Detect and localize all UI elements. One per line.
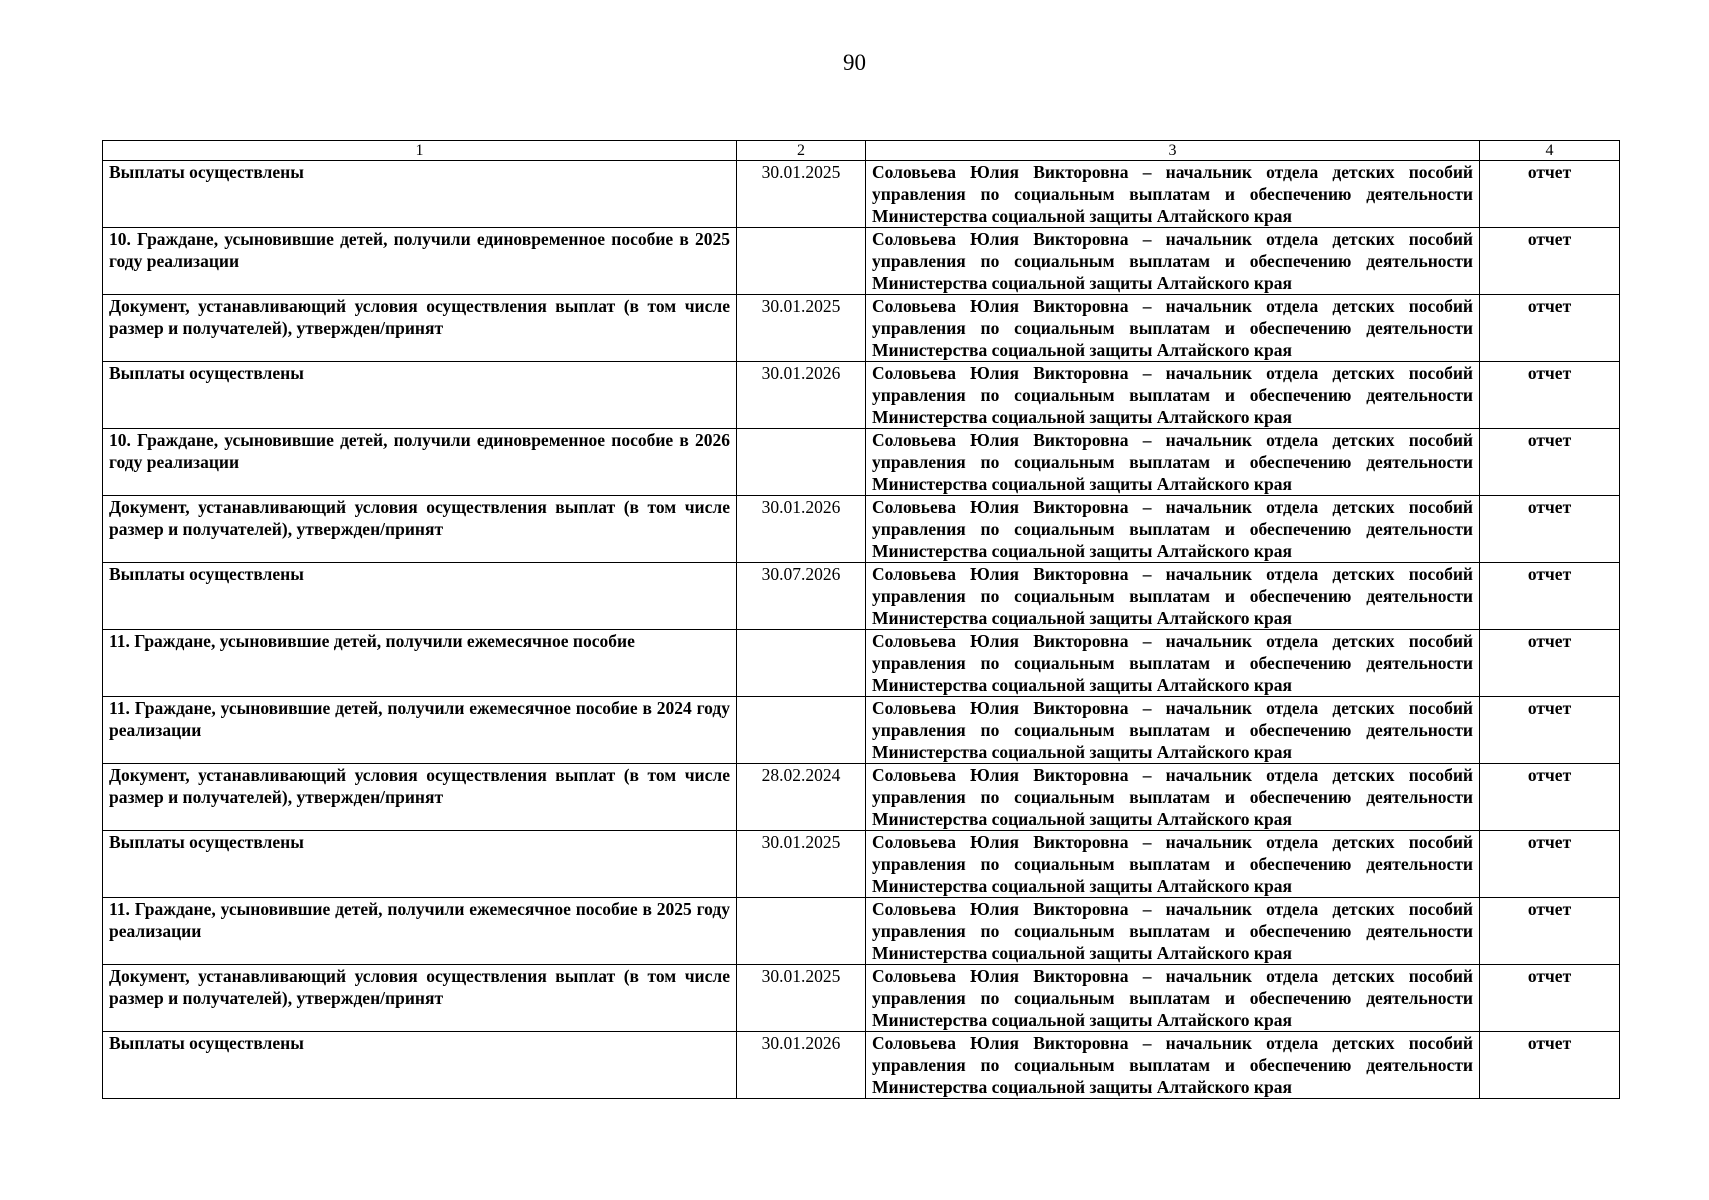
document-type-cell: отчет: [1480, 161, 1620, 228]
table-row: [103, 362, 1620, 429]
event-description-cell: Выплаты осуществлены: [103, 161, 737, 228]
responsible-person-cell: Соловьева Юлия Викторовна – начальник отдела детских пособий управления по социальным выплатам и обеспечению деятельности Министерства социальной защиты Алтайского края: [866, 228, 1480, 295]
responsible-person-cell: Соловьева Юлия Викторовна – начальник отдела детских пособий управления по социальным выплатам и обеспечению деятельности Министерства социальной защиты Алтайского края: [866, 764, 1480, 831]
event-description-cell: Выплаты осуществлены: [103, 563, 737, 630]
document-type-cell: отчет: [1480, 965, 1620, 1032]
due-date-cell: 30.01.2025: [737, 161, 866, 228]
due-date-cell: 30.07.2026: [737, 563, 866, 630]
column-header: 2: [737, 141, 866, 161]
table-row: [103, 630, 1620, 697]
table-row: [103, 697, 1620, 764]
document-type-cell: отчет: [1480, 1032, 1620, 1099]
table-row: [103, 1032, 1620, 1099]
table-row: [103, 496, 1620, 563]
table-row: [103, 563, 1620, 630]
responsible-person-cell: Соловьева Юлия Викторовна – начальник отдела детских пособий управления по социальным выплатам и обеспечению деятельности Министерства социальной защиты Алтайского края: [866, 563, 1480, 630]
document-type-cell: отчет: [1480, 630, 1620, 697]
event-description-cell: 10. Граждане, усыновившие детей, получили единовременное пособие в 2025 году реализации: [103, 228, 737, 295]
responsible-person-cell: Соловьева Юлия Викторовна – начальник отдела детских пособий управления по социальным выплатам и обеспечению деятельности Министерства социальной защиты Алтайского края: [866, 496, 1480, 563]
due-date-cell: [737, 697, 866, 764]
event-description-cell: Документ, устанавливающий условия осуществления выплат (в том числе размер и получателей), утвержден/принят: [103, 496, 737, 563]
document-type-cell: отчет: [1480, 831, 1620, 898]
due-date-cell: [737, 898, 866, 965]
table-row: [103, 161, 1620, 228]
document-type-cell: отчет: [1480, 898, 1620, 965]
responsible-person-cell: Соловьева Юлия Викторовна – начальник отдела детских пособий управления по социальным выплатам и обеспечению деятельности Министерства социальной защиты Алтайского края: [866, 1032, 1480, 1099]
document-type-cell: отчет: [1480, 764, 1620, 831]
event-description-cell: 11. Граждане, усыновившие детей, получили ежемесячное пособие в 2025 году реализации: [103, 898, 737, 965]
table-row: [103, 831, 1620, 898]
event-description-cell: Документ, устанавливающий условия осуществления выплат (в том числе размер и получателей), утвержден/принят: [103, 764, 737, 831]
event-description-cell: Выплаты осуществлены: [103, 831, 737, 898]
column-header: 3: [866, 141, 1480, 161]
document-type-cell: отчет: [1480, 697, 1620, 764]
table-row: [103, 764, 1620, 831]
event-description-cell: 11. Граждане, усыновившие детей, получили ежемесячное пособие в 2024 году реализации: [103, 697, 737, 764]
responsible-person-cell: Соловьева Юлия Викторовна – начальник отдела детских пособий управления по социальным выплатам и обеспечению деятельности Министерства социальной защиты Алтайского края: [866, 161, 1480, 228]
document-type-cell: отчет: [1480, 496, 1620, 563]
control-points-table: [102, 140, 1620, 1099]
due-date-cell: 30.01.2026: [737, 362, 866, 429]
column-header: 1: [103, 141, 737, 161]
table-row: [103, 295, 1620, 362]
table-row: [103, 898, 1620, 965]
document-type-cell: отчет: [1480, 563, 1620, 630]
event-description-cell: Выплаты осуществлены: [103, 362, 737, 429]
responsible-person-cell: Соловьева Юлия Викторовна – начальник отдела детских пособий управления по социальным выплатам и обеспечению деятельности Министерства социальной защиты Алтайского края: [866, 362, 1480, 429]
document-type-cell: отчет: [1480, 429, 1620, 496]
due-date-cell: [737, 228, 866, 295]
due-date-cell: 30.01.2026: [737, 496, 866, 563]
table-header-row: [103, 141, 1620, 161]
event-description-cell: 11. Граждане, усыновившие детей, получили ежемесячное пособие: [103, 630, 737, 697]
responsible-person-cell: Соловьева Юлия Викторовна – начальник отдела детских пособий управления по социальным выплатам и обеспечению деятельности Министерства социальной защиты Алтайского края: [866, 630, 1480, 697]
table-row: [103, 965, 1620, 1032]
document-type-cell: отчет: [1480, 295, 1620, 362]
due-date-cell: 30.01.2026: [737, 1032, 866, 1099]
responsible-person-cell: Соловьева Юлия Викторовна – начальник отдела детских пособий управления по социальным выплатам и обеспечению деятельности Министерства социальной защиты Алтайского края: [866, 295, 1480, 362]
responsible-person-cell: Соловьева Юлия Викторовна – начальник отдела детских пособий управления по социальным выплатам и обеспечению деятельности Министерства социальной защиты Алтайского края: [866, 831, 1480, 898]
responsible-person-cell: Соловьева Юлия Викторовна – начальник отдела детских пособий управления по социальным выплатам и обеспечению деятельности Министерства социальной защиты Алтайского края: [866, 898, 1480, 965]
column-header: 4: [1480, 141, 1620, 161]
document-type-cell: отчет: [1480, 362, 1620, 429]
event-description-cell: Выплаты осуществлены: [103, 1032, 737, 1099]
due-date-cell: 30.01.2025: [737, 831, 866, 898]
due-date-cell: [737, 630, 866, 697]
responsible-person-cell: Соловьева Юлия Викторовна – начальник отдела детских пособий управления по социальным выплатам и обеспечению деятельности Министерства социальной защиты Алтайского края: [866, 697, 1480, 764]
event-description-cell: 10. Граждане, усыновившие детей, получили единовременное пособие в 2026 году реализации: [103, 429, 737, 496]
responsible-person-cell: Соловьева Юлия Викторовна – начальник отдела детских пособий управления по социальным выплатам и обеспечению деятельности Министерства социальной защиты Алтайского края: [866, 429, 1480, 496]
event-description-cell: Документ, устанавливающий условия осуществления выплат (в том числе размер и получателей), утвержден/принят: [103, 965, 737, 1032]
document-type-cell: отчет: [1480, 228, 1620, 295]
table-body: [103, 161, 1620, 1099]
due-date-cell: 28.02.2024: [737, 764, 866, 831]
due-date-cell: 30.01.2025: [737, 295, 866, 362]
responsible-person-cell: Соловьева Юлия Викторовна – начальник отдела детских пособий управления по социальным выплатам и обеспечению деятельности Министерства социальной защиты Алтайского края: [866, 965, 1480, 1032]
due-date-cell: 30.01.2025: [737, 965, 866, 1032]
page-number: 90: [843, 50, 866, 75]
due-date-cell: [737, 429, 866, 496]
table-row: [103, 228, 1620, 295]
event-description-cell: Документ, устанавливающий условия осуществления выплат (в том числе размер и получателей), утвержден/принят: [103, 295, 737, 362]
table-row: [103, 429, 1620, 496]
